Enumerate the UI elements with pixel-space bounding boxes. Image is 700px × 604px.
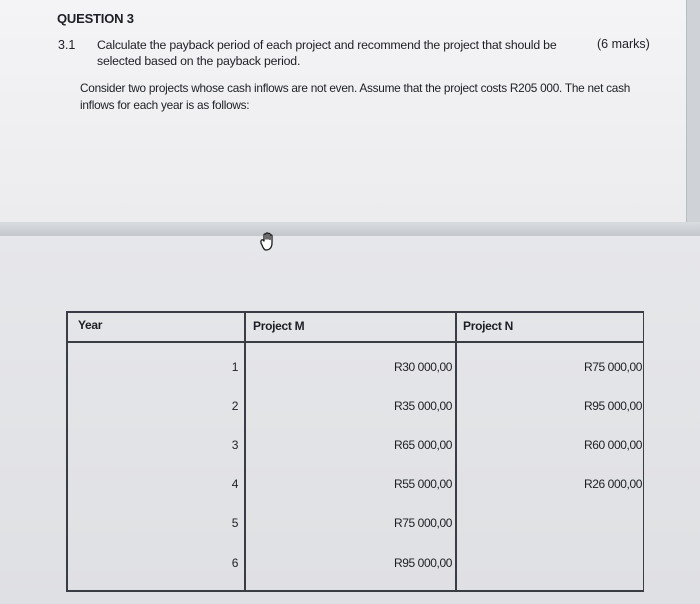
header-year: Year [78,318,103,332]
year-cell: 5 [231,516,238,530]
year-cell: 6 [231,556,238,570]
year-cell: 1 [231,360,238,374]
question-context: Consider two projects whose cash inflows are not even. Assume that the project costs R205 000. The net cash inflows for each year is as follows: [80,81,631,112]
project-n-cell: R60 000,00 [583,438,642,452]
project-n-cell: R95 000,00 [583,399,642,413]
project-m-cell: R35 000,00 [393,399,452,413]
header-project-m: Project M [253,319,305,333]
project-m-cell: R55 000,00 [393,477,452,491]
year-cell: 2 [231,399,238,413]
page-separator [0,222,700,236]
question-marks: (6 marks) [597,37,650,51]
cash-inflows-table [66,311,644,591]
project-n-cell: R75 000,00 [583,360,642,374]
question-number: 3.1 [58,38,76,52]
project-m-cell: R65 000,00 [393,438,452,452]
year-cell: 3 [231,438,238,452]
project-m-cell: R75 000,00 [393,516,452,530]
question-text: Calculate the payback period of each project and recommend the project that should be selected based on the payback period. [97,38,557,68]
header-project-n: Project N [463,319,513,333]
hand-pointer-icon [257,231,283,258]
year-cell: 4 [231,477,238,491]
question-heading: QUESTION 3 [57,11,134,26]
document-page-top [0,0,687,222]
project-m-cell: R30 000,00 [393,360,452,374]
project-m-cell: R95 000,00 [393,556,452,570]
project-n-cell: R26 000,00 [583,477,642,491]
